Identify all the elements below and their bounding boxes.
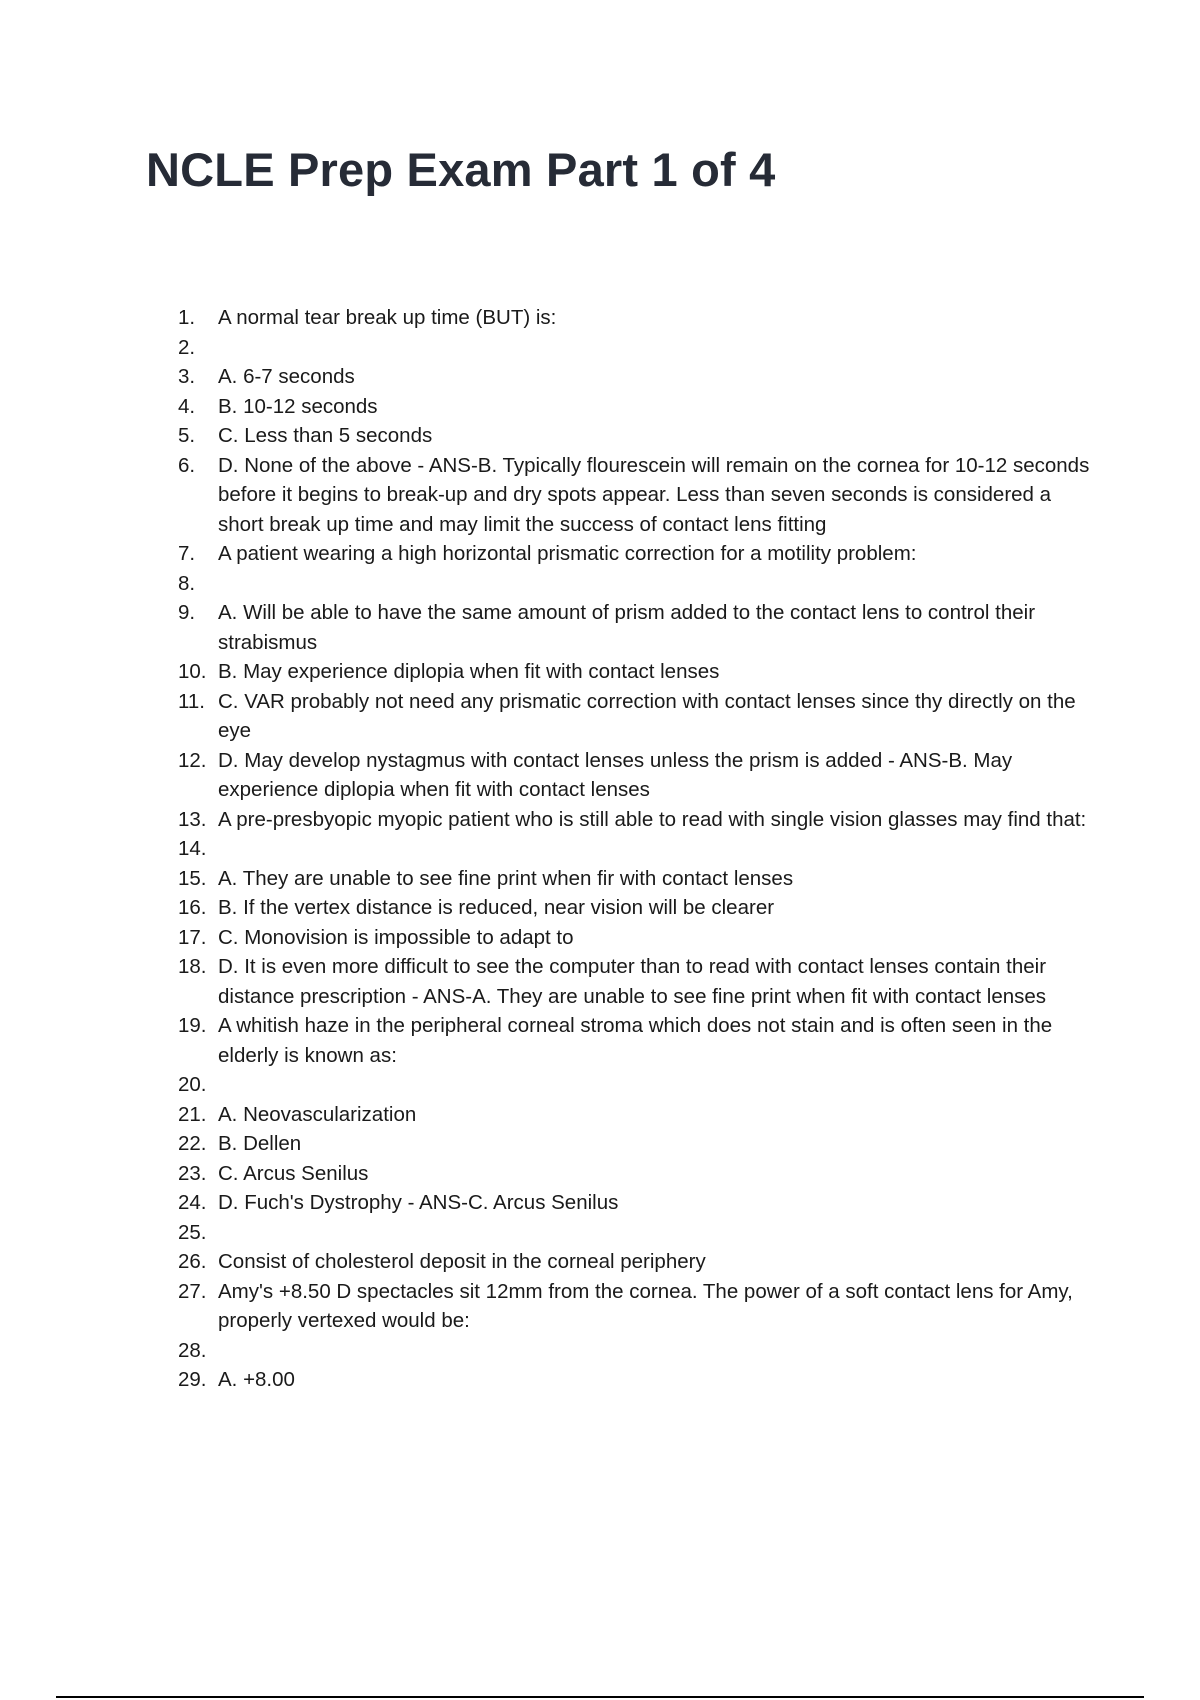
- list-item: [178, 657, 1098, 687]
- list-item: [178, 1277, 1098, 1336]
- list-item: [178, 598, 1098, 657]
- list-item: [178, 834, 1098, 864]
- item-number: 11.: [178, 689, 205, 713]
- item-text: A. 6-7 seconds: [218, 365, 355, 388]
- item-text: A normal tear break up time (BUT) is:: [218, 306, 557, 329]
- item-number: 12.: [178, 748, 207, 772]
- list-item: [178, 1247, 1098, 1277]
- list-item: [178, 1365, 1098, 1395]
- item-number: 9.: [178, 601, 196, 624]
- list-item: [178, 1070, 1098, 1100]
- list-item: [178, 392, 1098, 422]
- item-number: 8.: [178, 571, 196, 595]
- list-item: [178, 1129, 1098, 1159]
- item-number: 21.: [178, 1102, 207, 1126]
- list-item: [178, 569, 1098, 599]
- list-item: [178, 805, 1098, 835]
- item-number: 5.: [178, 424, 196, 447]
- item-number: 14.: [178, 837, 207, 860]
- item-text: C. Arcus Senilus: [218, 1161, 369, 1185]
- item-number: 26.: [178, 1250, 207, 1273]
- footer-divider: [56, 1696, 1144, 1698]
- item-text: B. If the vertex distance is reduced, near vision will be clearer: [218, 896, 775, 919]
- item-number: 23.: [178, 1161, 207, 1185]
- item-text: Amy's +8.50 D spectacles sit 12mm from the cornea. The power of a soft contact lens for Amy, properly vertexed would be:: [218, 1279, 1073, 1332]
- list-item: [178, 1336, 1098, 1366]
- item-text: A whitish haze in the peripheral corneal stroma which does not stain and is often seen in the elderly is known as:: [218, 1014, 1053, 1067]
- item-number: 4.: [178, 394, 196, 418]
- item-text: C. VAR probably not need any prismatic correction with contact lenses since thy directly on the eye: [218, 689, 1076, 742]
- item-number: 6.: [178, 453, 196, 477]
- item-number: 27.: [178, 1279, 207, 1303]
- item-number: 15.: [178, 866, 207, 890]
- list-item: [178, 893, 1098, 923]
- item-number: 20.: [178, 1073, 207, 1096]
- question-list: [178, 303, 1098, 1395]
- item-text: Consist of cholesterol deposit in the corneal periphery: [218, 1250, 706, 1273]
- item-number: 22.: [178, 1132, 207, 1155]
- item-text: C. Less than 5 seconds: [218, 424, 433, 447]
- item-number: 17.: [178, 925, 207, 949]
- item-text: A. They are unable to see fine print when fir with contact lenses: [218, 866, 794, 890]
- item-number: 7.: [178, 542, 196, 565]
- list-item: [178, 1188, 1098, 1218]
- item-number: 1.: [178, 306, 196, 329]
- item-number: 16.: [178, 896, 207, 919]
- item-text: B. 10-12 seconds: [218, 394, 378, 418]
- list-item: [178, 864, 1098, 894]
- list-item: [178, 1100, 1098, 1130]
- item-text: A patient wearing a high horizontal prismatic correction for a motility problem:: [218, 542, 917, 565]
- item-number: 19.: [178, 1014, 207, 1037]
- item-number: 28.: [178, 1338, 207, 1362]
- list-item: [178, 923, 1098, 953]
- item-text: D. It is even more difficult to see the computer than to read with contact lenses contain their distance prescription - ANS-A. They are unable to see fine print when fit with contact lenses: [218, 955, 1047, 1008]
- item-text: A. Neovascularization: [218, 1102, 417, 1126]
- item-text: A pre-presbyopic myopic patient who is still able to read with single vision glasses may find that:: [218, 807, 1087, 831]
- list-item: [178, 539, 1098, 569]
- item-text: C. Monovision is impossible to adapt to: [218, 925, 574, 949]
- list-item: [178, 451, 1098, 540]
- item-number: 18.: [178, 955, 207, 978]
- item-text: B. May experience diplopia when fit with contact lenses: [218, 660, 720, 683]
- item-number: 29.: [178, 1368, 207, 1391]
- item-text: D. None of the above - ANS-B. Typically flourescein will remain on the cornea for 10-12 seconds before it begins to break-up and dry spots appear. Less than seven seconds is considered a short break up time and may limit the success of contact lens fitting: [218, 453, 1090, 536]
- list-item: [178, 1218, 1098, 1248]
- item-text: A. Will be able to have the same amount of prism added to the contact lens to control their strabismus: [218, 601, 1036, 654]
- item-number: 3.: [178, 365, 196, 388]
- item-number: 2.: [178, 335, 196, 359]
- list-item: [178, 1011, 1098, 1070]
- item-text: D. May develop nystagmus with contact lenses unless the prism is added - ANS-B. May experience diplopia when fit with contact lenses: [218, 748, 1013, 801]
- item-number: 13.: [178, 807, 207, 831]
- item-text: A. +8.00: [218, 1368, 295, 1391]
- list-item: [178, 303, 1098, 333]
- item-number: 10.: [178, 660, 207, 683]
- list-item: [178, 362, 1098, 392]
- list-item: [178, 333, 1098, 363]
- list-item: [178, 421, 1098, 451]
- item-number: 25.: [178, 1220, 207, 1244]
- item-text: D. Fuch's Dystrophy - ANS-C. Arcus Senilus: [218, 1191, 619, 1214]
- item-text: B. Dellen: [218, 1132, 302, 1155]
- list-item: [178, 952, 1098, 1011]
- item-number: 24.: [178, 1191, 207, 1214]
- list-item: [178, 1159, 1098, 1189]
- list-item: [178, 746, 1098, 805]
- page-title: NCLE Prep Exam Part 1 of 4: [146, 143, 776, 196]
- list-item: [178, 687, 1098, 746]
